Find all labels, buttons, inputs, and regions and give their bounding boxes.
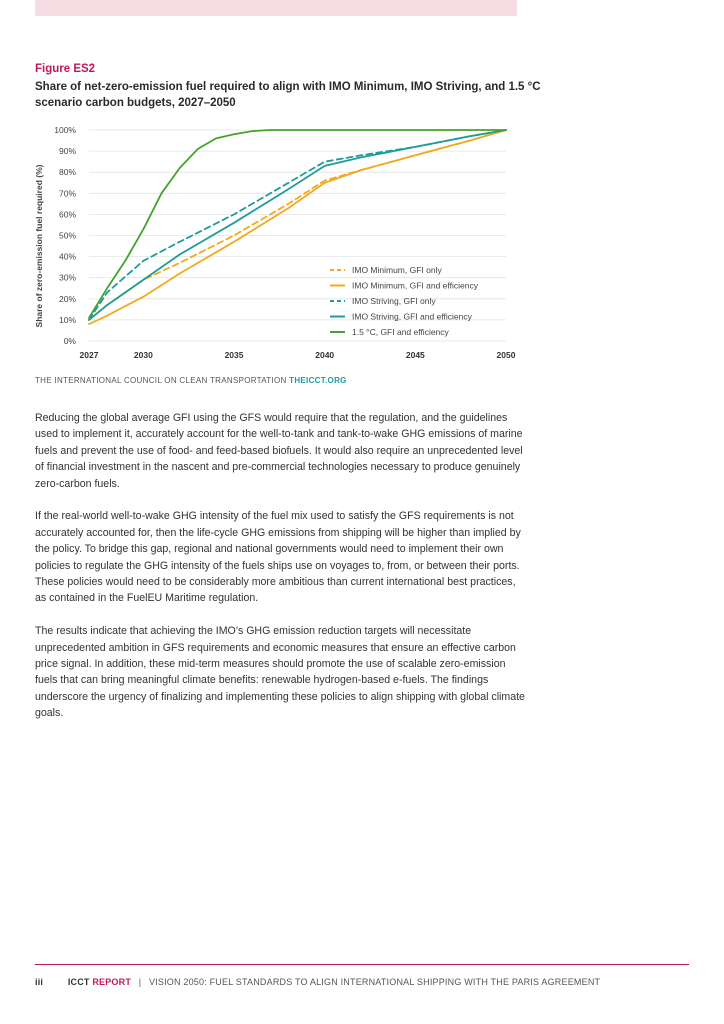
legend-label-2: IMO Minimum, GFI and efficiency: [352, 280, 478, 291]
series-lines: [89, 130, 506, 324]
x-tick-label: 2040: [315, 350, 335, 360]
x-axis-ticks: [80, 350, 516, 360]
y-tick-label: 20%: [58, 293, 76, 304]
x-tick-label: 2027: [79, 350, 99, 360]
footer-org: ICCT: [67, 977, 90, 987]
y-axis-label: Share of zero-emission fuel required (%): [34, 164, 44, 328]
legend: [330, 265, 479, 337]
footer-title: VISION 2050: FUEL STANDARDS TO ALIGN INTERNATIONAL SHIPPING WITH THE PARIS AGREEMENT: [148, 977, 601, 987]
footer-separator: |: [138, 977, 142, 987]
x-tick-label: 2045: [405, 350, 425, 360]
y-tick-label: 10%: [58, 314, 76, 325]
paragraph-2: If the real-world well-to-wake GHG intensity of the fuel mix used to satisfy the GFS requirements is not accurately accounted for, then the life-cycle GHG emissions from shipping will be higher than implied by the policy. To bridge this gap, regional and national governments would need to implement their own policies to regulate the GHG intensity of the fuels ships use on voyages to, from, or between their ports. These policies would need to be considerably more ambitious than current international best practices, as contained in the FuelEU Maritime regulation.: [35, 510, 521, 605]
y-tick-label: 60%: [58, 209, 76, 220]
y-tick-label: 50%: [58, 230, 76, 241]
x-tick-label: 2030: [133, 350, 153, 360]
paragraph-3: The results indicate that achieving the IMO’s GHG emission reduction targets will necessitate unprecedented ambition in GFS requirements and economic measures that ensure an effective carbon price signal. In addition, these mid-term measures should promote the use of scalable zero-emission fuels that can bring meaningful climate benefits: renewable hydrogen-based e-fuels. The findings underscore the urgency of finalizing and implementing these policies to align shipping with global climate goals.: [35, 625, 525, 720]
source-site[interactable]: THEICCT.ORG: [289, 376, 347, 385]
x-tick-label: 2035: [224, 350, 244, 360]
footer: [35, 977, 689, 987]
legend-label-4: IMO Striving, GFI and efficiency: [352, 311, 472, 322]
legend-label-1: IMO Minimum, GFI only: [352, 265, 442, 275]
body-text: [35, 410, 525, 738]
page-number: iii: [35, 977, 44, 987]
figure-title: Share of net-zero-emission fuel required to align with IMO Minimum, IMO Striving, and 1.5 °C scenario carbon budgets, 2027–2050: [35, 81, 541, 109]
y-tick-label: 100%: [54, 125, 76, 135]
paragraph-1: Reducing the global average GFI using the GFS would require that the regulation, and the guidelines used to implement it, accurately account for the well-to-tank and tank-to-wake GHG emissions of marine fuels and prevent the use of food- and feed-based biofuels. It would also require an unprecedented level of financial investment in the nascent and pre-commercial technologies necessary to produce genuinely zero-carbon fuels.: [35, 412, 523, 490]
footer-report: REPORT: [92, 977, 132, 987]
source-org: THE INTERNATIONAL COUNCIL ON CLEAN TRANSPORTATION: [35, 376, 287, 385]
y-tick-label: 70%: [58, 188, 76, 199]
legend-label-5: 1.5 °C, GFI and efficiency: [352, 327, 449, 337]
figure-label: Figure ES2: [35, 63, 96, 75]
source-line: [35, 376, 347, 385]
legend-label-3: IMO Striving, GFI only: [352, 296, 436, 306]
header-band: [35, 0, 517, 16]
y-axis-ticks: [54, 125, 76, 346]
y-tick-label: 40%: [58, 251, 76, 262]
line-chart: [30, 120, 530, 370]
footer-divider: [35, 964, 689, 965]
y-tick-label: 30%: [58, 272, 76, 283]
y-tick-label: 80%: [58, 167, 76, 178]
y-tick-label: 90%: [58, 146, 76, 157]
y-tick-label: 0%: [63, 336, 76, 346]
series-line-2: [89, 130, 506, 324]
grid: [89, 130, 506, 341]
x-tick-label: 2050: [496, 350, 516, 360]
